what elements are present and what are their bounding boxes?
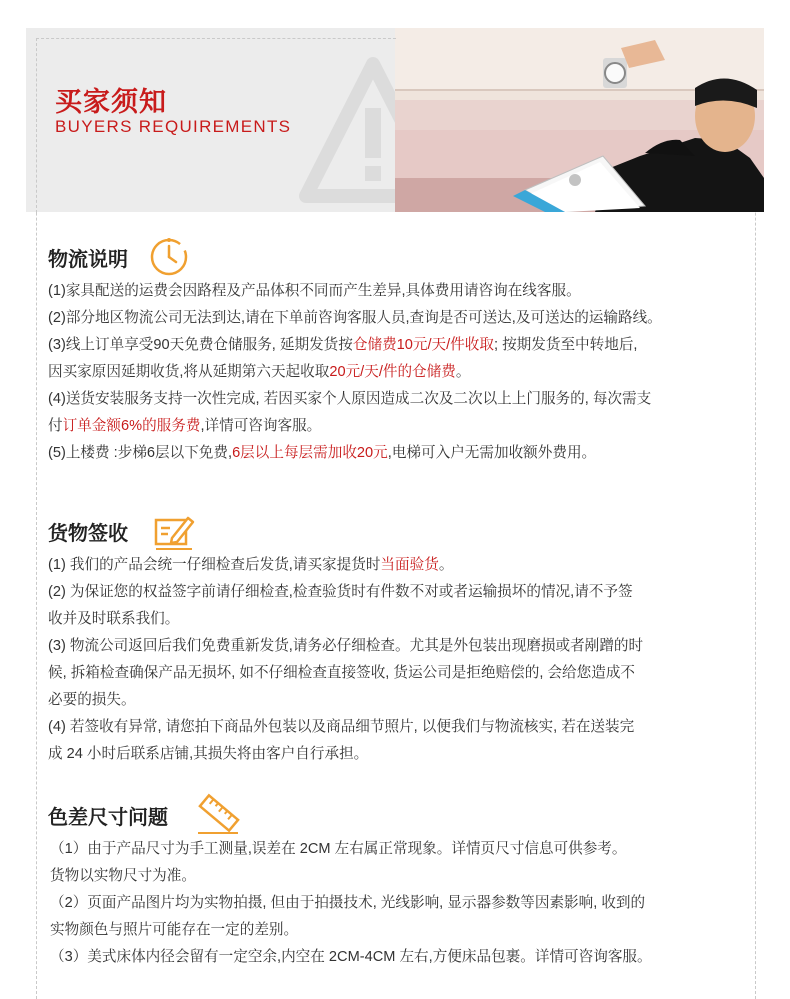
size-heading: [48, 792, 748, 836]
text-line: 因买家原因延期收货,将从延期第六天起收取20元/天/件的仓储费。: [48, 364, 471, 380]
receipt-section: [48, 508, 748, 768]
text-line: 货物以实物尺寸为准。: [50, 868, 196, 884]
receipt-lines: [48, 552, 748, 768]
inspector-photo: [395, 28, 764, 212]
logistics-section: [48, 234, 748, 467]
size-title: 色差尺寸问题: [48, 807, 168, 829]
text-line: （3）美式床体内径会留有一定空余,内空在 2CM-4CM 左右,方便床品包裹。详情可咨询客服。: [50, 949, 652, 965]
highlight-text: 当面验货: [380, 557, 439, 573]
text-line: (1)家具配送的运费会因路程及产品体积不同而产生差异,具体费用请咨询在线客服。: [48, 283, 581, 299]
text-line: 候, 拆箱检查确保产品无损坏, 如不仔细检查直接签收, 货运公司是拒绝赔偿的, 会给您造成不: [48, 665, 636, 681]
size-section: [48, 792, 748, 971]
header-frame: [36, 38, 396, 213]
text-line: (4) 若签收有异常, 请您拍下商品外包装以及商品细节照片, 以便我们与物流核实, 若在送装完: [48, 719, 635, 735]
text-line: 实物颜色与照片可能存在一定的差别。: [50, 922, 299, 938]
highlight-text: 仓储费10元/天/件收取: [352, 337, 494, 353]
logistics-heading: [48, 234, 748, 278]
clock-icon: [148, 236, 190, 278]
text-line: （2）页面产品图片均为实物拍摄, 但由于拍摄技术, 光线影响, 显示器参数等因素影响, 收到的: [50, 895, 646, 911]
text-line: (1) 我们的产品会统一仔细检查后发货,请买家提货时当面验货。: [48, 557, 454, 573]
logistics-lines: [48, 278, 748, 467]
text-line: (5)上楼费 :步梯6层以下免费,6层以上每层需加收20元,电梯可入户无需加收额外费用。: [48, 445, 597, 461]
text-line: (2) 为保证您的权益签字前请仔细检查,检查验货时有件数不对或者运输损坏的情况,请不予签: [48, 584, 633, 600]
page-subtitle: BUYERS REQUIREMENTS: [55, 117, 292, 136]
text-line: （1）由于产品尺寸为手工测量,误差在 2CM 左右属正常现象。详情页尺寸信息可供参考。: [50, 841, 627, 857]
text-line: 收并及时联系我们。: [48, 611, 180, 627]
ruler-icon: [194, 792, 242, 836]
text-line: 必要的损失。: [48, 692, 136, 708]
sign-pen-icon: [152, 512, 196, 552]
text-line: (3) 物流公司返回后我们免费重新发货,请务必仔细检查。尤其是外包装出现磨损或者剐蹭的时: [48, 638, 644, 654]
text-line: 付订单金额6%的服务费,详情可咨询客服。: [48, 418, 322, 434]
highlight-text: 6层以上每层需加收20元: [232, 445, 388, 461]
receipt-title: 货物签收: [48, 523, 128, 545]
highlight-text: 20元/天/件的仓储费: [329, 364, 456, 380]
text-line: 成 24 小时后联系店铺,其损失将由客户自行承担。: [48, 746, 369, 762]
text-line: (2)部分地区物流公司无法到达,请在下单前咨询客服人员,查询是否可送达,及可送达的运输路线。: [48, 310, 662, 326]
logistics-title: 物流说明: [48, 249, 128, 271]
receipt-heading: [48, 508, 748, 552]
text-line: (4)送货安装服务支持一次性完成, 若因买家个人原因造成二次及二次以上上门服务的, 每次需支: [48, 391, 652, 407]
page-title: 买家须知: [55, 87, 167, 117]
size-lines: [48, 836, 748, 971]
highlight-text: 订单金额6%的服务费: [62, 418, 201, 434]
text-line: (3)线上订单享受90天免费仓储服务, 延期发货按仓储费10元/天/件收取; 按期发货至中转地后,: [48, 337, 638, 353]
